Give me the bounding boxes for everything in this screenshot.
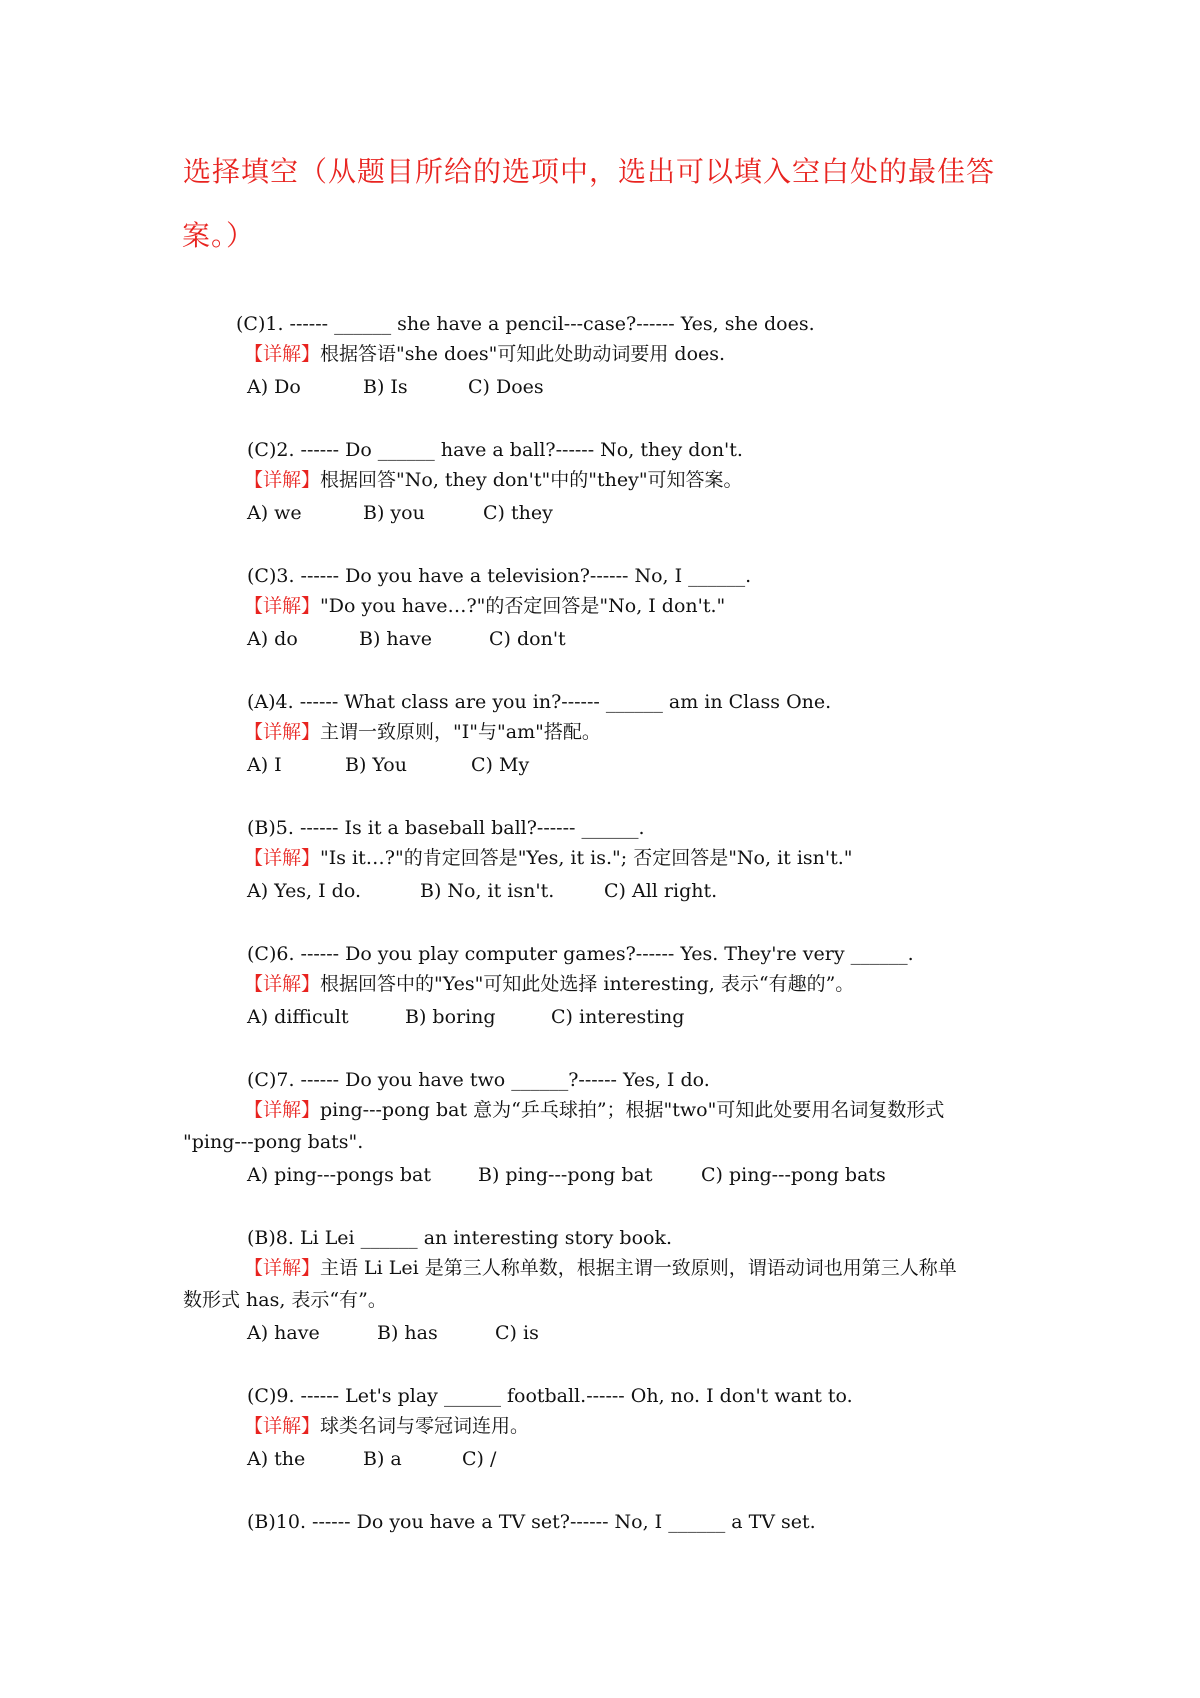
question-8-stem: (B)8. Li Lei ______ an interesting story book. <box>247 1227 673 1249</box>
question-9-option-c: C) / <box>462 1448 497 1470</box>
question-5-option-b: B) No, it isn't. <box>420 880 555 902</box>
detail-text: "Is it…?"的肯定回答是"Yes, it is."; 否定回答是"No, it isn't." <box>320 847 853 869</box>
question-3-detail <box>244 594 725 618</box>
title-line-2: 案。） <box>182 219 256 252</box>
question-6-option-a: A) difficult <box>247 1006 349 1028</box>
question-4-stem: (A)4. ------ What class are you in?------ ______ am in Class One. <box>247 691 832 713</box>
question-7-option-b: B) ping---pong bat <box>478 1164 653 1186</box>
detail-label: 【详解】 <box>244 973 321 995</box>
question-3-stem: (C)3. ------ Do you have a television?------ No, I ______. <box>247 565 752 587</box>
question-9-option-b: B) a <box>363 1448 402 1470</box>
question-1-detail <box>244 342 725 366</box>
detail-label: 【详解】 <box>244 721 321 743</box>
question-9-option-a: A) the <box>247 1448 306 1470</box>
question-6-option-c: C) interesting <box>551 1006 685 1028</box>
question-4-detail <box>244 720 601 744</box>
question-10-stem: (B)10. ------ Do you have a TV set?------ No, I ______ a TV set. <box>247 1511 816 1533</box>
question-8-detail-line1 <box>244 1256 957 1280</box>
detail-label: 【详解】 <box>244 343 321 365</box>
detail-label: 【详解】 <box>244 469 321 491</box>
question-3-option-a: A) do <box>247 628 298 650</box>
question-3-option-b: B) have <box>359 628 432 650</box>
detail-label: 【详解】 <box>244 1099 321 1121</box>
question-2-option-c: C) they <box>483 502 553 524</box>
question-9-stem: (C)9. ------ Let's play ______ football.------ Oh, no. I don't want to. <box>247 1385 853 1407</box>
question-4-option-b: B) You <box>345 754 407 776</box>
question-6-stem: (C)6. ------ Do you play computer games?------ Yes. They're very ______. <box>247 943 914 965</box>
question-3-option-c: C) don't <box>489 628 566 650</box>
question-7-option-a: A) ping---pongs bat <box>247 1164 431 1186</box>
detail-text: 球类名词与零冠词连用。 <box>320 1415 530 1437</box>
detail-text: ping---pong bat 意为“乒乓球拍”；根据"two"可知此处要用名词复数形式 <box>320 1099 945 1121</box>
detail-text: 主谓一致原则，"I"与"am"搭配。 <box>320 721 601 743</box>
question-7-detail-line1 <box>244 1098 944 1122</box>
question-4-option-c: C) My <box>471 754 530 776</box>
detail-label: 【详解】 <box>244 847 321 869</box>
question-5-option-c: C) All right. <box>604 880 718 902</box>
detail-label: 【详解】 <box>244 595 321 617</box>
question-7-option-c: C) ping---pong bats <box>701 1164 886 1186</box>
detail-text: 根据回答"No, they don't"中的"they"可知答案。 <box>320 469 743 491</box>
question-2-option-b: B) you <box>363 502 425 524</box>
detail-text: "Do you have…?"的否定回答是"No, I don't." <box>320 595 726 617</box>
detail-label: 【详解】 <box>244 1415 321 1437</box>
question-1-option-b: B) Is <box>363 376 408 398</box>
detail-text: 根据回答中的"Yes"可知此处选择 interesting, 表示“有趣的”。 <box>320 973 855 995</box>
question-5-detail <box>244 846 853 870</box>
question-2-option-a: A) we <box>247 502 302 524</box>
question-7-detail-line2: "ping---pong bats". <box>183 1131 364 1153</box>
question-1-stem: (C)1. ------ ______ she have a pencil---case?------ Yes, she does. <box>236 313 815 335</box>
question-5-option-a: A) Yes, I do. <box>247 880 361 902</box>
question-2-detail <box>244 468 743 492</box>
detail-text: 主语 Li Lei 是第三人称单数，根据主谓一致原则，谓语动词也用第三人称单 <box>320 1257 957 1279</box>
question-6-option-b: B) boring <box>405 1006 496 1028</box>
question-4-option-a: A) I <box>247 754 282 776</box>
question-8-detail-line2: 数形式 has, 表示“有”。 <box>183 1289 387 1311</box>
question-5-stem: (B)5. ------ Is it a baseball ball?------ ______. <box>247 817 645 839</box>
question-7-stem: (C)7. ------ Do you have two ______?------ Yes, I do. <box>247 1069 710 1091</box>
question-6-detail <box>244 972 854 996</box>
question-1-option-a: A) Do <box>247 376 301 398</box>
detail-label: 【详解】 <box>244 1257 321 1279</box>
question-8-option-a: A) have <box>247 1322 320 1344</box>
question-8-option-b: B) has <box>377 1322 438 1344</box>
title-line-1: 选择填空（从题目所给的选项中，选出可以填入空白处的最佳答 <box>183 155 996 188</box>
question-1-option-c: C) Does <box>468 376 544 398</box>
question-8-option-c: C) is <box>495 1322 539 1344</box>
question-9-detail <box>244 1414 529 1438</box>
question-2-stem: (C)2. ------ Do ______ have a ball?------ No, they don't. <box>247 439 743 461</box>
detail-text: 根据答语"she does"可知此处助动词要用 does. <box>320 343 726 365</box>
